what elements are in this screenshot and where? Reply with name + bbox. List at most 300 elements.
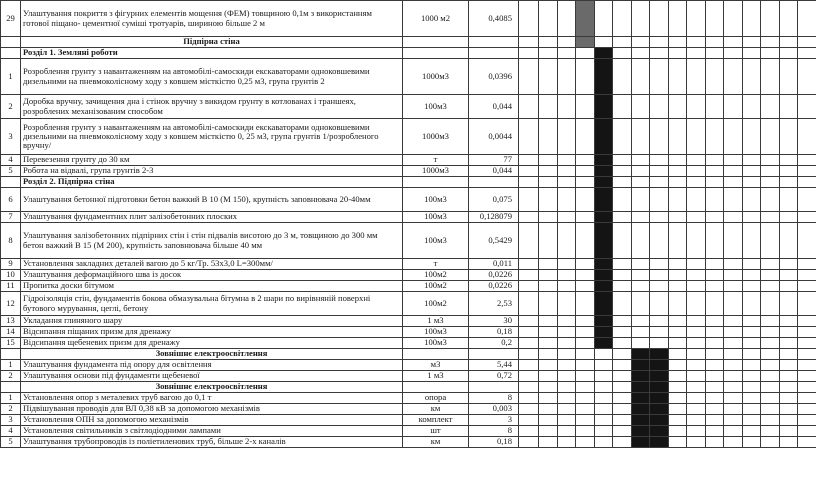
schedule-cell	[631, 177, 650, 188]
schedule-cell	[687, 327, 706, 338]
spacer-cell	[519, 316, 539, 327]
schedule-cell	[705, 95, 724, 119]
schedule-bar-cell	[594, 177, 613, 188]
schedule-cell	[705, 415, 724, 426]
schedule-cell	[742, 415, 761, 426]
schedule-cell	[631, 155, 650, 166]
schedule-cell	[742, 327, 761, 338]
schedule-cell	[668, 316, 687, 327]
schedule-cell	[724, 119, 743, 155]
schedule-cell	[724, 360, 743, 371]
schedule-cell	[761, 48, 780, 59]
schedule-cell	[576, 393, 595, 404]
schedule-cell	[742, 349, 761, 360]
schedule-cell	[539, 426, 558, 437]
schedule-cell	[576, 166, 595, 177]
table-row	[1, 393, 816, 404]
schedule-cell	[557, 349, 576, 360]
schedule-cell	[761, 1, 780, 37]
table-row	[1, 270, 816, 281]
table-row	[1, 426, 816, 437]
section-title-cell: Підпірна стіна	[21, 37, 403, 48]
schedule-cell	[798, 48, 816, 59]
unit-cell: 100м3	[403, 223, 469, 259]
schedule-cell	[687, 415, 706, 426]
row-number-cell: 12	[1, 292, 21, 316]
table-row	[1, 166, 816, 177]
row-number-cell	[1, 349, 21, 360]
row-number-cell: 2	[1, 404, 21, 415]
quantity-cell: 8	[469, 426, 519, 437]
schedule-cell	[705, 155, 724, 166]
schedule-cell	[779, 426, 798, 437]
row-number-cell: 5	[1, 166, 21, 177]
schedule-cell	[724, 437, 743, 448]
schedule-cell	[742, 155, 761, 166]
schedule-cell	[798, 292, 816, 316]
row-number-cell: 8	[1, 223, 21, 259]
schedule-cell	[761, 59, 780, 95]
schedule-cell	[705, 426, 724, 437]
schedule-cell	[724, 95, 743, 119]
work-description-cell: Улаштування залізобетонних підпірних стін і стін підвалів висотою до 3 м, товщиною до 300 мм бетон важкий В 15 (М 200), крупність заповнювача більше 40 мм	[21, 223, 403, 259]
table-row	[1, 292, 816, 316]
schedule-cell	[705, 48, 724, 59]
schedule-cell	[631, 37, 650, 48]
schedule-cell	[742, 37, 761, 48]
schedule-cell	[779, 188, 798, 212]
schedule-cell	[613, 327, 632, 338]
quantity-cell: 0,18	[469, 327, 519, 338]
schedule-cell	[668, 338, 687, 349]
schedule-cell	[539, 371, 558, 382]
schedule-cell	[798, 371, 816, 382]
schedule-cell	[761, 349, 780, 360]
schedule-bar-cell	[576, 1, 595, 37]
spacer-cell	[519, 415, 539, 426]
schedule-cell	[613, 360, 632, 371]
schedule-cell	[687, 166, 706, 177]
schedule-cell	[576, 48, 595, 59]
schedule-cell	[761, 437, 780, 448]
table-row	[1, 223, 816, 259]
schedule-cell	[576, 292, 595, 316]
quantity-cell: 0,0226	[469, 270, 519, 281]
spacer-cell	[519, 382, 539, 393]
spacer-cell	[519, 349, 539, 360]
quantity-cell: 0,075	[469, 188, 519, 212]
unit-cell	[403, 382, 469, 393]
schedule-cell	[798, 270, 816, 281]
schedule-cell	[539, 177, 558, 188]
quantity-cell	[469, 37, 519, 48]
schedule-bar-cell	[594, 223, 613, 259]
schedule-cell	[613, 316, 632, 327]
schedule-cell	[668, 281, 687, 292]
schedule-cell	[761, 119, 780, 155]
schedule-cell	[742, 1, 761, 37]
schedule-bar-cell	[594, 292, 613, 316]
spacer-cell	[519, 59, 539, 95]
schedule-cell	[687, 338, 706, 349]
schedule-cell	[687, 426, 706, 437]
schedule-cell	[687, 223, 706, 259]
schedule-cell	[761, 223, 780, 259]
schedule-cell	[539, 360, 558, 371]
schedule-cell	[594, 437, 613, 448]
schedule-cell	[668, 59, 687, 95]
schedule-cell	[613, 349, 632, 360]
schedule-cell	[576, 404, 595, 415]
schedule-cell	[613, 270, 632, 281]
schedule-cell	[705, 212, 724, 223]
schedule-cell	[557, 188, 576, 212]
spacer-cell	[519, 270, 539, 281]
schedule-cell	[576, 155, 595, 166]
schedule-bar-cell	[650, 437, 669, 448]
unit-cell: 100м3	[403, 188, 469, 212]
row-number-cell: 15	[1, 338, 21, 349]
schedule-cell	[613, 177, 632, 188]
schedule-cell	[798, 404, 816, 415]
quantity-cell: 2,53	[469, 292, 519, 316]
schedule-cell	[798, 426, 816, 437]
spacer-cell	[519, 177, 539, 188]
schedule-cell	[705, 188, 724, 212]
schedule-cell	[724, 1, 743, 37]
table-body	[1, 1, 816, 448]
schedule-cell	[613, 37, 632, 48]
schedule-cell	[798, 95, 816, 119]
table-row	[1, 316, 816, 327]
spacer-cell	[519, 259, 539, 270]
schedule-bar-cell	[594, 188, 613, 212]
schedule-cell	[650, 1, 669, 37]
schedule-cell	[613, 259, 632, 270]
schedule-cell	[687, 155, 706, 166]
schedule-cell	[668, 415, 687, 426]
row-number-cell: 10	[1, 270, 21, 281]
schedule-cell	[631, 270, 650, 281]
schedule-cell	[742, 188, 761, 212]
schedule-cell	[539, 281, 558, 292]
schedule-cell	[594, 37, 613, 48]
schedule-cell	[742, 119, 761, 155]
table-row	[1, 404, 816, 415]
schedule-cell	[724, 166, 743, 177]
schedule-cell	[687, 371, 706, 382]
schedule-cell	[557, 48, 576, 59]
work-description-cell: Улаштування трубопроводів із поліетиленових труб, більше 2-х каналів	[21, 437, 403, 448]
schedule-cell	[724, 316, 743, 327]
schedule-cell	[798, 166, 816, 177]
table-row	[1, 212, 816, 223]
schedule-cell	[705, 177, 724, 188]
schedule-cell	[798, 212, 816, 223]
schedule-cell	[668, 37, 687, 48]
quantity-cell: 5,44	[469, 360, 519, 371]
schedule-cell	[576, 437, 595, 448]
schedule-cell	[650, 59, 669, 95]
quantity-cell: 0,2	[469, 338, 519, 349]
schedule-cell	[557, 338, 576, 349]
row-number-cell	[1, 177, 21, 188]
schedule-cell	[539, 338, 558, 349]
schedule-cell	[687, 404, 706, 415]
schedule-cell	[687, 316, 706, 327]
schedule-cell	[705, 327, 724, 338]
quantity-cell	[469, 48, 519, 59]
schedule-bar-cell	[594, 95, 613, 119]
schedule-cell	[779, 59, 798, 95]
schedule-cell	[557, 37, 576, 48]
schedule-cell	[613, 281, 632, 292]
schedule-cell	[705, 1, 724, 37]
schedule-cell	[779, 37, 798, 48]
schedule-cell	[761, 382, 780, 393]
schedule-cell	[779, 95, 798, 119]
spacer-cell	[519, 95, 539, 119]
work-description-cell: Перевезення грунту до 30 км	[21, 155, 403, 166]
unit-cell: шт	[403, 426, 469, 437]
schedule-bar-cell	[594, 281, 613, 292]
schedule-cell	[557, 59, 576, 95]
schedule-bar-cell	[650, 426, 669, 437]
schedule-cell	[687, 349, 706, 360]
schedule-cell	[594, 360, 613, 371]
quantity-cell	[469, 177, 519, 188]
schedule-cell	[668, 155, 687, 166]
schedule-cell	[576, 382, 595, 393]
schedule-cell	[613, 415, 632, 426]
schedule-cell	[668, 212, 687, 223]
schedule-cell	[668, 371, 687, 382]
spacer-cell	[519, 119, 539, 155]
schedule-cell	[779, 338, 798, 349]
schedule-cell	[668, 223, 687, 259]
schedule-cell	[761, 212, 780, 223]
schedule-bar-cell	[631, 360, 650, 371]
schedule-cell	[798, 382, 816, 393]
schedule-cell	[724, 212, 743, 223]
schedule-cell	[779, 259, 798, 270]
schedule-cell	[798, 415, 816, 426]
schedule-cell	[761, 404, 780, 415]
unit-cell: 1000м3	[403, 59, 469, 95]
schedule-cell	[650, 259, 669, 270]
schedule-cell	[798, 155, 816, 166]
schedule-cell	[650, 327, 669, 338]
schedule-cell	[761, 270, 780, 281]
schedule-cell	[613, 212, 632, 223]
schedule-cell	[650, 37, 669, 48]
schedule-cell	[687, 188, 706, 212]
schedule-cell	[557, 393, 576, 404]
table-row	[1, 415, 816, 426]
schedule-cell	[705, 393, 724, 404]
unit-cell: т	[403, 155, 469, 166]
quantity-cell: 0,18	[469, 437, 519, 448]
schedule-cell	[798, 316, 816, 327]
unit-cell: м3	[403, 360, 469, 371]
schedule-cell	[687, 281, 706, 292]
schedule-cell	[631, 212, 650, 223]
row-number-cell: 9	[1, 259, 21, 270]
schedule-cell	[761, 281, 780, 292]
schedule-cell	[613, 59, 632, 95]
schedule-cell	[668, 404, 687, 415]
schedule-cell	[724, 281, 743, 292]
schedule-cell	[742, 59, 761, 95]
schedule-cell	[779, 177, 798, 188]
schedule-cell	[724, 426, 743, 437]
schedule-cell	[742, 166, 761, 177]
schedule-bar-cell	[631, 404, 650, 415]
schedule-cell	[724, 188, 743, 212]
schedule-cell	[613, 426, 632, 437]
schedule-cell	[557, 259, 576, 270]
spacer-cell	[519, 1, 539, 37]
work-description-cell: Улаштування фундамента під опору для освітлення	[21, 360, 403, 371]
row-number-cell: 1	[1, 59, 21, 95]
spacer-cell	[519, 404, 539, 415]
table-row	[1, 1, 816, 37]
schedule-bar-cell	[594, 155, 613, 166]
schedule-cell	[687, 259, 706, 270]
schedule-cell	[650, 223, 669, 259]
schedule-cell	[705, 360, 724, 371]
schedule-cell	[761, 426, 780, 437]
schedule-cell	[761, 327, 780, 338]
schedule-cell	[761, 188, 780, 212]
section-title-cell: Розділ 2. Підпірна стіна	[21, 177, 403, 188]
schedule-cell	[724, 155, 743, 166]
schedule-cell	[650, 155, 669, 166]
schedule-cell	[613, 437, 632, 448]
schedule-bar-cell	[594, 166, 613, 177]
spacer-cell	[519, 188, 539, 212]
schedule-cell	[631, 119, 650, 155]
schedule-bar-cell	[650, 360, 669, 371]
section-title-cell: Розділ 1. Земляні роботи	[21, 48, 403, 59]
schedule-cell	[705, 270, 724, 281]
schedule-cell	[724, 292, 743, 316]
unit-cell: комплект	[403, 415, 469, 426]
schedule-cell	[631, 166, 650, 177]
schedule-cell	[724, 37, 743, 48]
schedule-cell	[613, 119, 632, 155]
schedule-cell	[557, 404, 576, 415]
quantity-cell: 0,044	[469, 166, 519, 177]
unit-cell: 100м2	[403, 292, 469, 316]
unit-cell: 100м2	[403, 270, 469, 281]
schedule-cell	[613, 95, 632, 119]
schedule-cell	[779, 166, 798, 177]
schedule-cell	[724, 327, 743, 338]
schedule-cell	[761, 415, 780, 426]
schedule-cell	[798, 223, 816, 259]
schedule-bar-cell	[631, 393, 650, 404]
schedule-bar-cell	[594, 212, 613, 223]
schedule-cell	[594, 404, 613, 415]
schedule-cell	[650, 177, 669, 188]
schedule-cell	[742, 48, 761, 59]
schedule-cell	[668, 360, 687, 371]
work-description-cell: Доробка вручну, зачищення дна і стінок вручну з викидом грунту в котлованах і траншеях, розроблених механізованим способом	[21, 95, 403, 119]
schedule-bar-cell	[594, 338, 613, 349]
work-description-cell: Розроблення грунту з навантаженням на автомобілі-самоскиди екскаваторами одноковшевими дизельними на пневмоколісному ходу з ковшем місткістю 0, 25 м3, група грунтів 1/розробленого вручну/	[21, 119, 403, 155]
unit-cell: 1000м3	[403, 119, 469, 155]
schedule-cell	[576, 95, 595, 119]
schedule-cell	[594, 415, 613, 426]
schedule-cell	[779, 415, 798, 426]
section-title-cell: Зовнішнє електроосвітлення	[21, 382, 403, 393]
schedule-cell	[668, 48, 687, 59]
schedule-cell	[539, 349, 558, 360]
section-header-row	[1, 48, 816, 59]
schedule-cell	[705, 119, 724, 155]
schedule-cell	[761, 360, 780, 371]
schedule-cell	[557, 223, 576, 259]
schedule-cell	[742, 404, 761, 415]
work-description-cell: Пропитка доски бітумом	[21, 281, 403, 292]
schedule-cell	[539, 188, 558, 212]
quantity-cell: 0,003	[469, 404, 519, 415]
schedule-cell	[742, 371, 761, 382]
work-description-cell: Улаштування основи під фундаменти щебеневої	[21, 371, 403, 382]
schedule-cell	[742, 270, 761, 281]
schedule-cell	[613, 155, 632, 166]
schedule-cell	[613, 188, 632, 212]
schedule-cell	[539, 259, 558, 270]
schedule-cell	[687, 177, 706, 188]
row-number-cell	[1, 48, 21, 59]
spacer-cell	[519, 437, 539, 448]
schedule-cell	[650, 119, 669, 155]
schedule-cell	[779, 349, 798, 360]
work-description-cell: Розроблення грунту з навантаженням на автомобілі-самоскиди екскаваторами одноковшевими дизельними на пневмоколісному ходу з ковшем місткістю 0,25 м3, група грунтів 2	[21, 59, 403, 95]
spacer-cell	[519, 371, 539, 382]
work-description-cell: Робота на відвалі, група грунтів 2-3	[21, 166, 403, 177]
schedule-cell	[557, 155, 576, 166]
work-description-cell: Улаштування деформаційного шва із досок	[21, 270, 403, 281]
schedule-bar-cell	[650, 415, 669, 426]
schedule-cell	[742, 338, 761, 349]
schedule-cell	[650, 338, 669, 349]
schedule-cell	[798, 327, 816, 338]
work-description-cell: Відсипання піщаних призм для дренажу	[21, 327, 403, 338]
schedule-cell	[668, 437, 687, 448]
schedule-cell	[742, 292, 761, 316]
schedule-cell	[724, 415, 743, 426]
schedule-cell	[761, 37, 780, 48]
schedule-cell	[557, 382, 576, 393]
schedule-cell	[631, 223, 650, 259]
unit-cell	[403, 177, 469, 188]
schedule-bar-cell	[594, 327, 613, 338]
row-number-cell	[1, 37, 21, 48]
schedule-cell	[594, 393, 613, 404]
schedule-cell	[557, 371, 576, 382]
unit-cell: т	[403, 259, 469, 270]
schedule-cell	[724, 48, 743, 59]
unit-cell: км	[403, 437, 469, 448]
work-description-cell: Улаштування покриття з фігурних елементів мощення (ФЕМ) товщиною 0,1м з використанням готової піщано- цементної суміші тротуарів, шириною більше 2 м	[21, 1, 403, 37]
schedule-cell	[539, 95, 558, 119]
schedule-cell	[798, 37, 816, 48]
schedule-cell	[668, 95, 687, 119]
schedule-bar-cell	[594, 316, 613, 327]
